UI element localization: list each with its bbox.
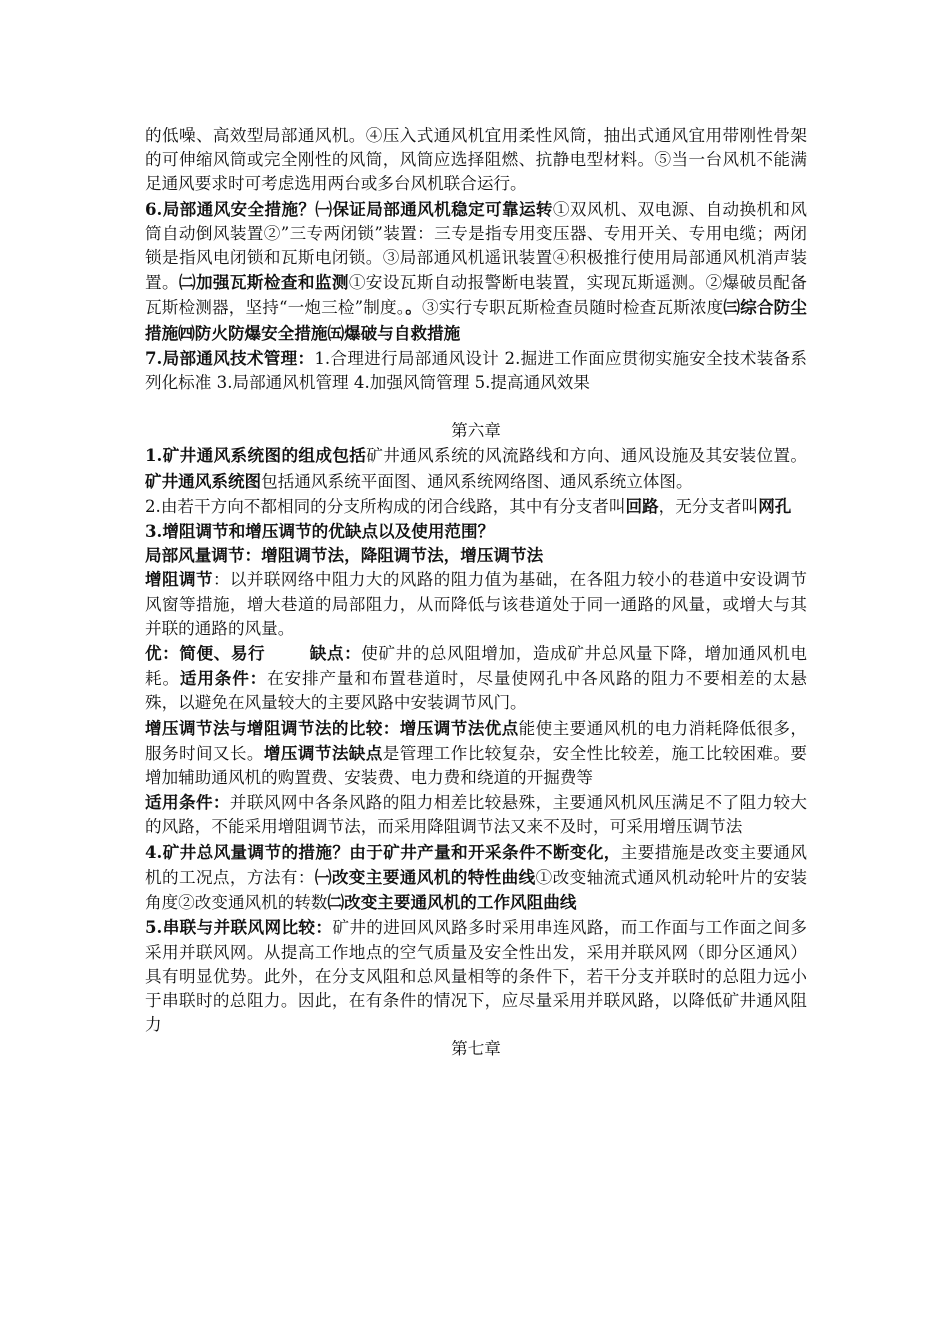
heading-run: 3.增阻调节和增压调节的优缺点以及使用范围？: [145, 521, 495, 542]
text-run: 包括通风系统平面图、通风系统网络图、通风系统立体图。: [261, 471, 693, 491]
term-run: 增压调节法缺点: [263, 742, 383, 763]
heading-run: ㈡加强瓦斯检查和监测: [178, 272, 349, 293]
document-page: [145, 124, 807, 1062]
paragraph-question-3: [145, 519, 807, 543]
heading-run: 局部风量调节：增阻调节法，降阻调节法，增压调节法: [145, 545, 544, 566]
term-run: 回路: [625, 495, 659, 516]
term-run: ㈠改变主要通风机的特性曲线: [314, 866, 536, 887]
term-run: 适用条件：: [179, 668, 268, 689]
heading-run: 5.串联与并联风网比较：: [145, 917, 333, 938]
term-run: 增压调节法与增阻调节法的比较：增压调节法优点: [145, 717, 519, 738]
term-run: 适用条件：: [145, 792, 230, 813]
paragraph-series-parallel: [145, 915, 807, 1037]
paragraph-pros-cons: [145, 641, 807, 716]
term-run: 优：简便、易行: [145, 643, 266, 664]
paragraph-comparison: [145, 716, 807, 791]
text-run: 矿井通风系统的风流路线和方向、通风设施及其安装位置。: [366, 446, 807, 466]
text-run: 的低噪、高效型局部通风机。④压入式通风机宜用柔性风筒，抽出式通风宜用带刚性骨架的可伸缩风筒或完全刚性的风筒，风筒应选择阻燃、抗静电型材料。⑤当一台风机不能满足通风要求时可考虑选用两台或多台风机联合运行。: [145, 126, 807, 194]
text-run: ①安设瓦斯自动报警断电装置，实现瓦斯遥测。②爆破员配备瓦斯检测器，坚持“一炮三检”制度。: [145, 273, 807, 318]
term-run: 增阻调节: [145, 569, 213, 590]
text-run: ，无分支者叫: [658, 496, 759, 516]
paragraph-fan-selection: [145, 124, 807, 197]
chapter-heading-6: 第六章: [451, 421, 501, 441]
text-run: 1.合理进行局部通风设计 2.掘进工作面应贯彻实施安全技术装备系列化标准 3.局部通风机管理 4.加强风筒管理 5.提高通风效果: [145, 348, 807, 393]
paragraph-local-regulation: [145, 543, 807, 567]
paragraph-technical-management: [145, 346, 807, 395]
paragraph-resistance-increase: [145, 567, 807, 641]
text-run: 是管理工作比较复杂，安全性比较差，施工比较困难。要增加辅助通风机的购置费、安装费、电力费和绕道的开掘费等: [145, 743, 807, 788]
text-run: ①双风机、双电源、自动换机和风筒自动倒风装置②”三专两闭锁”装置：三专是指专用变压器、专用开关、专用电缆；两闭锁是指风电闭锁和瓦斯电闭锁。③局部通风机遥讯装置④积极推行使用局部通风机消声装置。: [145, 199, 807, 293]
heading-run: 1.矿井通风系统图的组成包括: [145, 445, 367, 466]
chapter-heading-7: 第七章: [451, 1039, 501, 1059]
paragraph-total-airflow: [145, 840, 807, 916]
paragraph-loop-mesh: [145, 494, 807, 519]
text-run: 。: [405, 297, 422, 318]
text-run: 并联风网中各条风路的阻力相差比较悬殊，主要通风机风压满足不了阻力较大的风路，不能采用增阻调节法，而采用降阻调节法又来不及时，可采用增压调节法: [145, 793, 807, 837]
paragraph-applicability: [145, 790, 807, 839]
heading-run: 6.局部通风安全措施？㈠保证局部通风机稳定可靠运转: [145, 198, 553, 219]
paragraph-system-diagram: [145, 443, 807, 493]
heading-run: 7.局部通风技术管理：: [145, 347, 315, 368]
text-run: 使矿井的总风阻增加，造成矿井总风量下降，增加通风机电耗。: [145, 644, 808, 689]
text-run: 矿井的进回风风路多时采用串连风路，而工作面与工作面之间多采用并联风网。从提高工作地点的空气质量及安全性出发，采用并联风网（即分区通风）具有明显优势。此外，在分支风阻和总风量相等的条件下，若干分支并联时的总阻力远小于串联时的总阻力。因此，在有条件的情况下，应尽量采用并联风路，以降低矿井通风阻力: [145, 918, 808, 1035]
heading-run: 矿井通风系统图: [145, 470, 262, 491]
paragraph-safety-measures: [145, 197, 807, 346]
term-run: ㈡改变主要通风机的工作风阻曲线: [327, 892, 577, 913]
text-run: ③实行专职瓦斯检查员随时检查瓦斯浓度: [421, 298, 724, 318]
text-run: 2.由若干方向不都相同的分支所构成的闭合线路，其中有分支者叫: [145, 496, 626, 516]
text-run: 在安排产量和布置巷道时，尽量使网孔中各风路的阻力不要相差的太悬殊，以避免在风量较大的主要风路中安装调节风门。: [145, 669, 808, 713]
text-run: 主要措施是改变主要通风机的工况点，方法有：: [145, 842, 807, 887]
heading-run: ㈢综合防尘措施㈣防火防爆安全措施㈤爆破与自救措施: [145, 297, 808, 343]
text-run: 能使主要通风机的电力消耗降低很多，服务时间又长。: [145, 718, 807, 763]
text-run: ①改变轴流式通风机动轮叶片的安装角度②改变通风机的转数: [145, 867, 807, 913]
term-run: 缺点：: [309, 643, 362, 664]
term-run: 网孔: [758, 495, 792, 516]
text-run: ：以并联网络中阻力大的风路的阻力值为基础，在各阻力较小的巷道中安设调节风窗等措施，增大巷道的局部阻力，从而降低与该巷道处于同一通路的风量，或增大与其并联的通路的风量。: [145, 570, 807, 638]
heading-run: 4.矿井总风量调节的措施？由于矿井产量和开采条件不断变化，: [145, 841, 621, 862]
